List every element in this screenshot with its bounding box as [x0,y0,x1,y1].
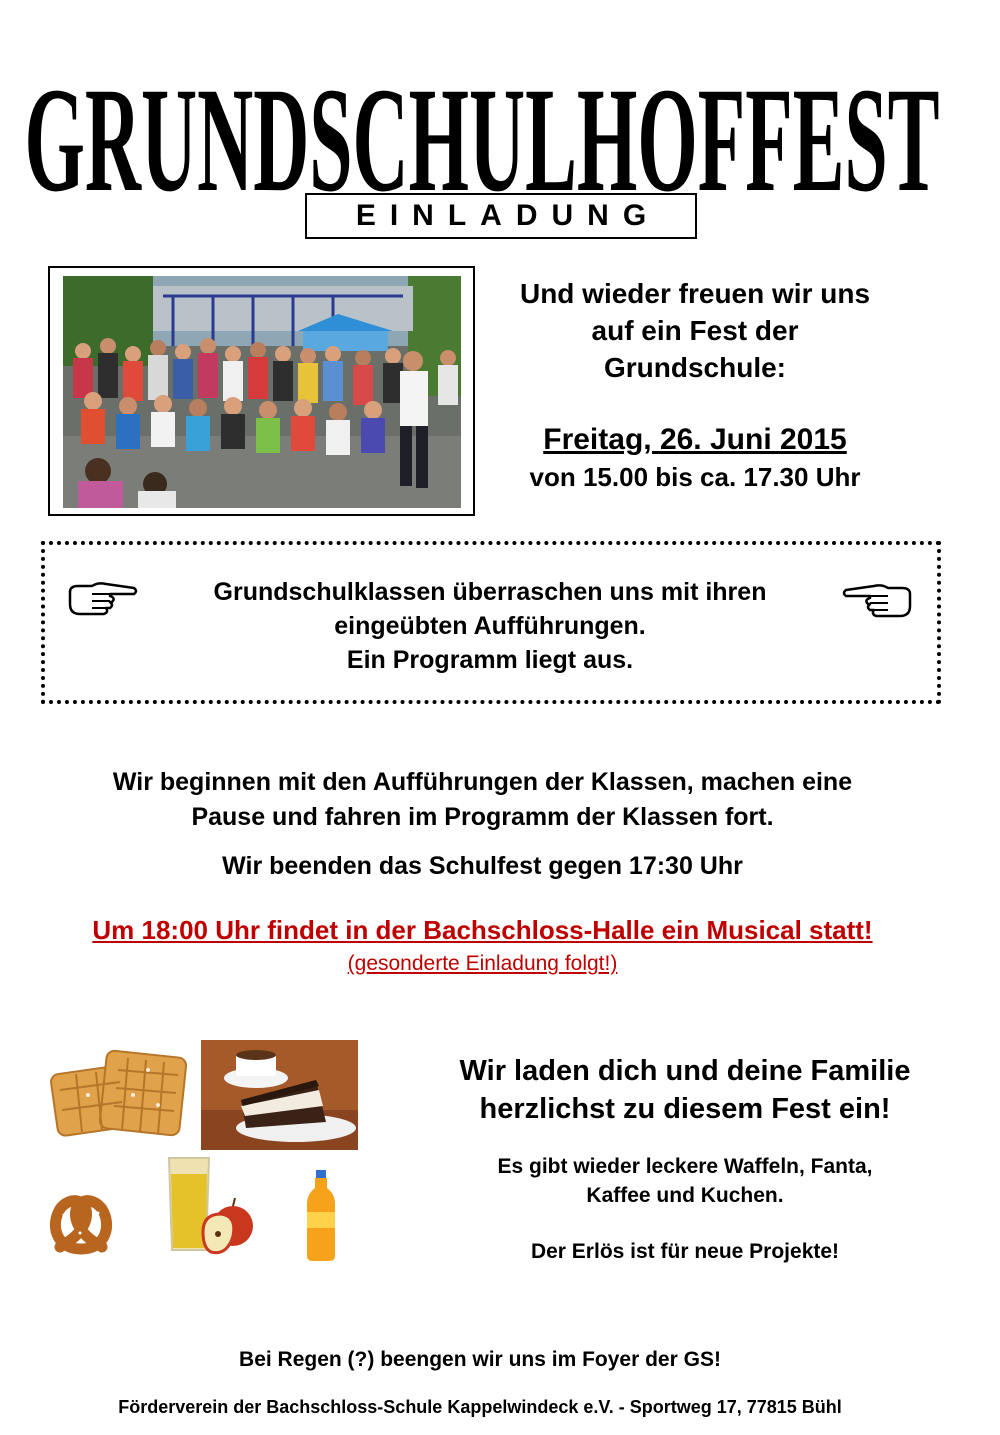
cake-coffee-image [201,1040,358,1150]
event-photo [48,266,475,516]
treats-text [415,1152,955,1210]
program-text [150,575,830,677]
invitation-line-1: Wir laden dich und deine Familie [459,1055,911,1087]
rain-note: Bei Regen (?) beengen wir uns im Foyer der GS! [239,1348,721,1371]
fanta-bottle-image [303,1168,339,1263]
intro-line-2: auf ein Fest der [591,315,799,346]
schedule-line-2: Pause und fahren im Programm der Klassen fort. [191,803,774,831]
program-line-1: Grundschulklassen überraschen uns mit ihren [213,578,767,606]
program-line-3: Ein Programm liegt aus. [346,646,634,674]
musical-note: (gesonderte Einladung folgt!) [347,952,618,975]
proceeds-text: Der Erlös ist für neue Projekte! [530,1240,840,1263]
pointing-hand-left-icon [842,580,914,620]
schedule-end: Wir beenden das Schulfest gegen 17:30 Uhr [222,852,743,880]
musical-headline: Um 18:00 Uhr findet in der Bachschloss-Halle ein Musical statt! [92,915,873,945]
schedule-line-1: Wir beginnen mit den Aufführungen der Klassen, machen eine [112,768,853,796]
invitation-line-2: herzlichst zu diesem Fest ein! [479,1093,891,1125]
waffles-image [48,1040,195,1150]
treats-line-2: Kaffee und Kuchen. [586,1184,784,1207]
pretzel-image [46,1185,116,1260]
schedule-text [30,765,935,835]
apple-juice-image [163,1152,258,1264]
einladung-label: EINLADUNG [305,193,697,239]
intro-line-1: Und wieder freuen wir uns [519,278,871,309]
poster-title-text: GRUNDSCHULHOFFEST [24,57,940,210]
crowd-photo-illustration [63,276,461,508]
event-time: von 15.00 bis ca. 17.30 Uhr [529,462,861,492]
invitation-text [415,1052,955,1128]
pointing-hand-right-icon [66,578,138,618]
footer-address: Förderverein der Bachschloss-Schule Kappelwindeck e.V. - Sportweg 17, 77815 Bühl [118,1397,842,1417]
intro-text [480,275,910,386]
event-date: Freitag, 26. Juni 2015 [543,423,847,456]
poster-title [20,50,945,210]
treats-line-1: Es gibt wieder leckere Waffeln, Fanta, [497,1155,873,1178]
intro-line-3: Grundschule: [603,352,786,383]
program-line-2: eingeübten Aufführungen. [334,612,646,640]
